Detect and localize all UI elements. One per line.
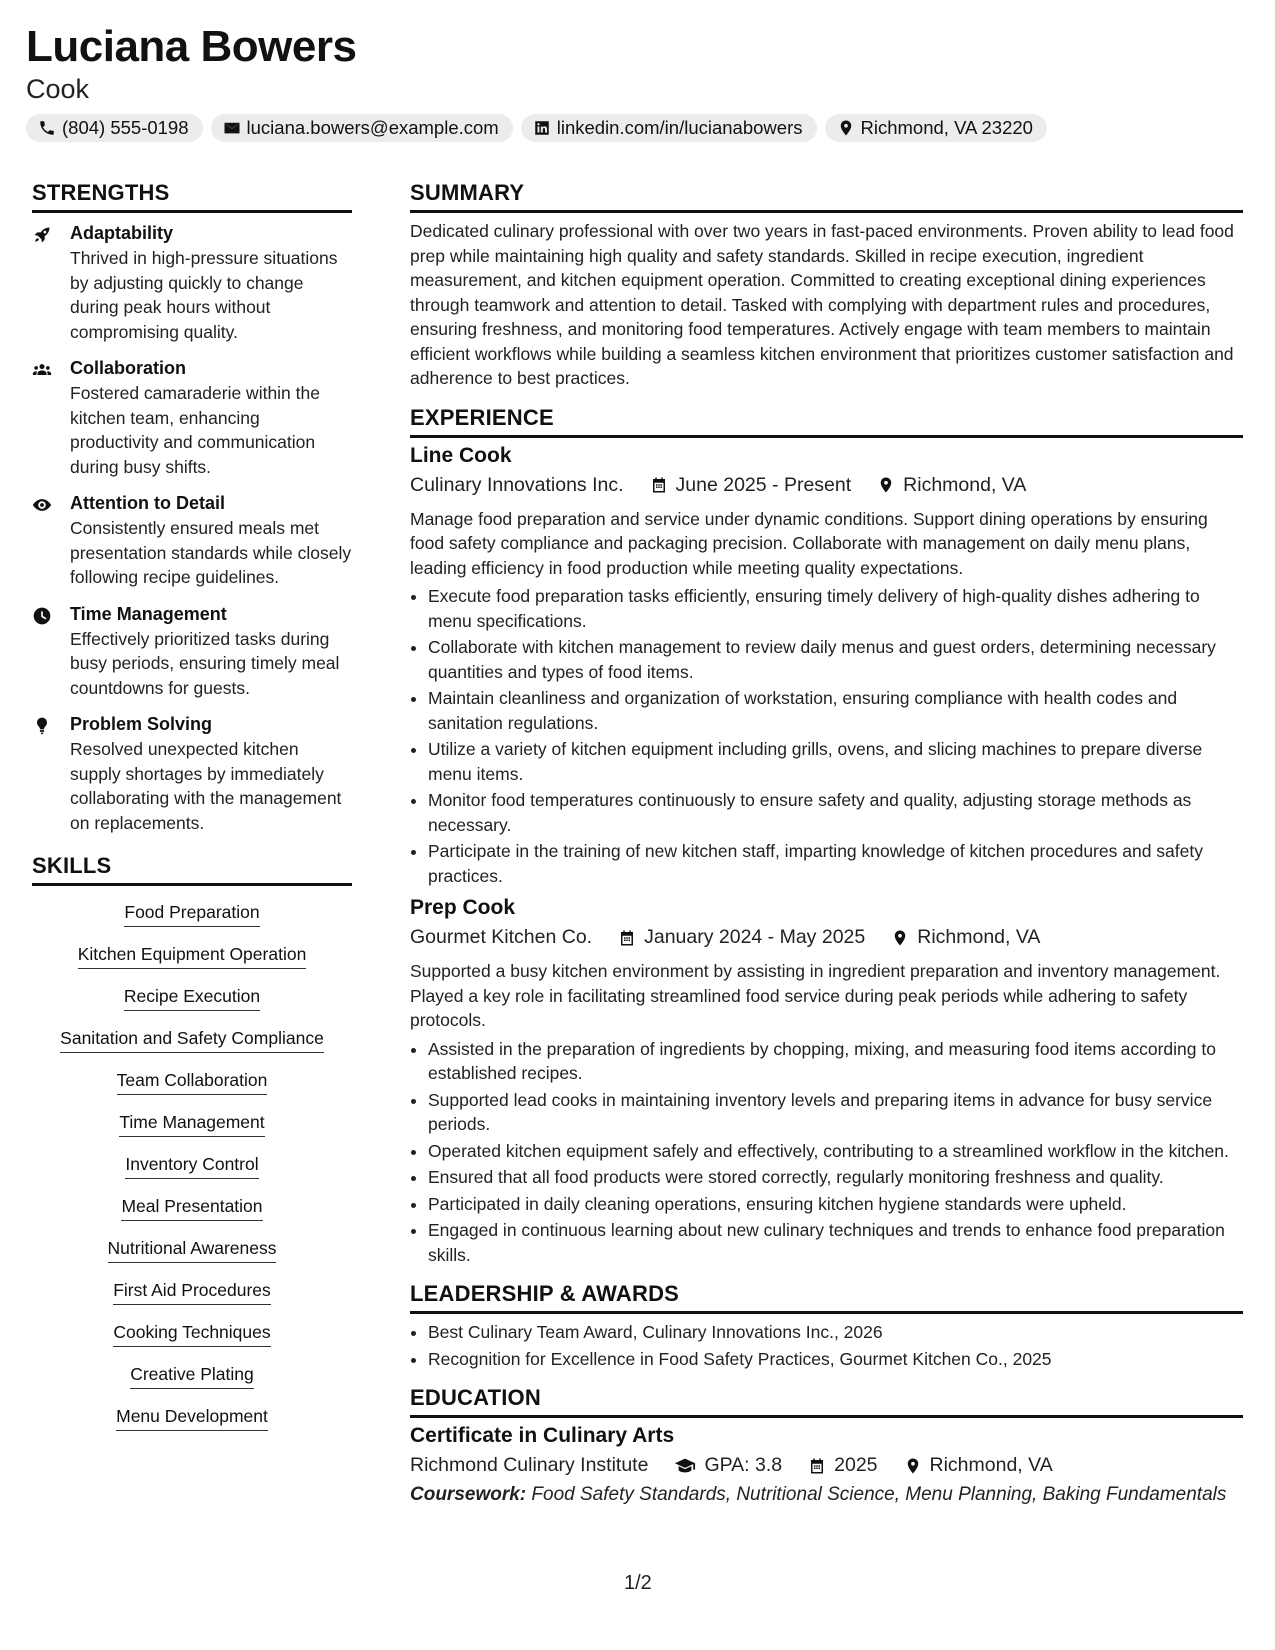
calendar-icon — [618, 929, 636, 947]
coursework-text: Food Safety Standards, Nutritional Science, Menu Planning, Baking Fundamentals — [531, 1484, 1227, 1505]
skill-list — [32, 902, 352, 1448]
clock-icon — [32, 606, 52, 626]
skill-tag: Meal Presentation — [121, 1196, 262, 1221]
job-location: Richmond, VA — [917, 926, 1041, 948]
skill-tag: Sanitation and Safety Compliance — [60, 1028, 324, 1053]
job-meta — [410, 474, 1243, 497]
skill-tag: First Aid Procedures — [113, 1280, 271, 1305]
strength-desc: Effectively prioritized tasks during busy periods, ensuring timely meal countdowns for guests. — [70, 628, 340, 698]
strength-item — [32, 714, 352, 835]
map-pin-icon — [837, 119, 855, 137]
job-dates: June 2025 - Present — [675, 473, 852, 496]
strength-title: Time Management — [70, 603, 227, 624]
job-location: Richmond, VA — [903, 473, 1027, 496]
skill-tag: Menu Development — [116, 1406, 268, 1431]
skill-tag: Food Preparation — [124, 902, 259, 927]
strength-title: Problem Solving — [70, 714, 213, 734]
strength-desc: Resolved unexpected kitchen supply shortages by immediately collaborating with the management on replacements. — [70, 739, 342, 833]
left-column — [32, 180, 352, 1448]
award-item: • Best Culinary Team Award, Culinary Innovations Inc., 2026 — [428, 1320, 1243, 1345]
skill-tag: Kitchen Equipment Operation — [78, 944, 307, 969]
strength-title: Adaptability — [70, 223, 174, 243]
education-heading: EDUCATION — [410, 1385, 1243, 1418]
skill-tag: Cooking Techniques — [113, 1322, 270, 1347]
coursework — [410, 1483, 1243, 1507]
job-entry — [410, 896, 1243, 1267]
strength-item — [32, 223, 352, 344]
gpa: GPA: 3.8 — [704, 1454, 783, 1476]
contact-linkedin[interactable] — [521, 114, 817, 142]
job-bullet: • Assisted in the preparation of ingredients by chopping, mixing, and measuring food items according to established recipes. — [428, 1037, 1243, 1086]
job-bullet: • Collaborate with kitchen management to review daily menus and guest orders, determining necessary quantities and types of food items. — [428, 635, 1243, 684]
right-column — [410, 180, 1243, 1521]
summary-section — [410, 180, 1243, 391]
contact-location-text: Richmond, VA 23220 — [860, 117, 1033, 138]
job-bullet: • Ensured that all food products were stored correctly, regularly monitoring freshness and quality. — [428, 1165, 1243, 1190]
strength-item — [32, 604, 352, 701]
coursework-label: Coursework: — [410, 1484, 527, 1505]
map-pin-icon — [877, 476, 895, 494]
job-bullet: • Monitor food temperatures continuously to ensure safety and quality, adjusting storage methods as necessary. — [428, 788, 1243, 837]
map-pin-icon — [891, 929, 909, 947]
calendar-icon — [808, 1457, 826, 1475]
strength-title: Collaboration — [70, 358, 186, 378]
strength-desc: Consistently ensured meals met presentation standards while closely following recipe guidelines. — [70, 518, 352, 587]
degree-title: Certificate in Culinary Arts — [410, 1424, 675, 1447]
experience-heading: EXPERIENCE — [410, 405, 1243, 438]
skills-heading: SKILLS — [32, 853, 352, 886]
award-item: • Recognition for Excellence in Food Safety Practices, Gourmet Kitchen Co., 2025 — [428, 1347, 1243, 1372]
job-company: Culinary Innovations Inc. — [410, 473, 624, 496]
graduation-cap-icon — [674, 1455, 696, 1477]
job-bullets — [410, 1037, 1243, 1268]
job-bullet: • Participate in the training of new kitchen staff, imparting knowledge of kitchen procedures and safety practices. — [428, 839, 1243, 888]
leadership-section — [410, 1281, 1243, 1371]
strength-title: Attention to Detail — [70, 493, 225, 513]
envelope-icon — [223, 119, 241, 137]
contact-linkedin-text: linkedin.com/in/lucianabowers — [556, 117, 803, 138]
eye-icon — [32, 495, 52, 515]
job-bullet: • Execute food preparation tasks efficiently, ensuring timely delivery of high-quality dishes adhering to menu specifications. — [428, 584, 1243, 633]
skill-tag: Team Collaboration — [117, 1070, 268, 1095]
job-title: Prep Cook — [410, 896, 516, 919]
job-bullet: • Utilize a variety of kitchen equipment including grills, ovens, and slicing machines to prepare diverse menu items. — [428, 737, 1243, 786]
contact-location[interactable] — [825, 114, 1047, 142]
job-description: Supported a busy kitchen environment by assisting in ingredient preparation and inventory management. Played a key role in facilitating streamlined food service during peak periods while adhering to safety protocols. — [410, 961, 1221, 1030]
job-description: Manage food preparation and service under dynamic conditions. Support dining operations by ensuring food safety compliance and packaging precision. Collaborate with management on daily menu plans, leading efficiency in food production while meeting quality expectations. — [410, 508, 1208, 578]
job-dates: January 2024 - May 2025 — [644, 926, 866, 948]
phone-icon — [38, 119, 56, 137]
job-bullets — [410, 584, 1243, 888]
contact-phone-text: (804) 555-0198 — [62, 117, 189, 138]
job-bullet: • Operated kitchen equipment safely and effectively, contributing to a streamlined workflow in the kitchen. — [428, 1139, 1243, 1164]
job-bullet: • Engaged in continuous learning about new culinary techniques and trends to enhance food preparation skills. — [428, 1218, 1243, 1267]
rocket-icon — [32, 225, 52, 245]
job-bullet: • Participated in daily cleaning operations, ensuring kitchen hygiene standards were upheld. — [428, 1192, 1243, 1217]
skill-tag: Recipe Execution — [124, 986, 260, 1011]
lightbulb-icon — [32, 716, 52, 736]
contact-bar — [26, 114, 1047, 142]
leadership-heading: LEADERSHIP & AWARDS — [410, 1281, 1243, 1314]
strength-desc: Fostered camaraderie within the kitchen team, enhancing productivity and communication during busy shifts. — [70, 383, 320, 477]
linkedin-icon — [533, 119, 551, 137]
candidate-name: Luciana Bowers — [26, 22, 357, 71]
experience-section — [410, 405, 1243, 1268]
contact-email-text: luciana.bowers@example.com — [246, 117, 499, 138]
summary-text: Dedicated culinary professional with over two years in fast-paced environments. Proven ability to lead food prep while maintaining high quality and safety standards. Skilled in recipe execution, ingredient measurement, and kitchen equipment operation. Committed to creating exceptional dining experiences through teamwork and attention to detail. Tasked with complying with department rules and procedures, ensuring freshness, and monitoring food temperatures. Actively engage with team members to maintain efficient workflows while building a seamless kitchen environment that prioritizes customer satisfaction and adherence to best practices. — [410, 221, 1234, 388]
education-section — [410, 1385, 1243, 1507]
page-number: 1/2 — [624, 1572, 652, 1594]
skill-tag: Nutritional Awareness — [108, 1238, 277, 1263]
contact-email[interactable] — [211, 114, 513, 142]
award-list — [410, 1320, 1243, 1371]
graduation-year: 2025 — [834, 1454, 878, 1476]
contact-phone[interactable] — [26, 114, 203, 142]
job-entry — [410, 444, 1243, 889]
users-icon — [32, 360, 52, 380]
school-location: Richmond, VA — [929, 1454, 1053, 1476]
summary-heading: SUMMARY — [410, 180, 1243, 213]
skill-tag: Creative Plating — [130, 1364, 254, 1389]
strength-item — [32, 493, 352, 590]
map-pin-icon — [904, 1457, 922, 1475]
job-title: Line Cook — [410, 443, 512, 467]
education-meta — [410, 1454, 1243, 1477]
strengths-heading: STRENGTHS — [32, 180, 352, 213]
job-bullet: • Supported lead cooks in maintaining inventory levels and preparing items in advance for busy service periods. — [428, 1088, 1243, 1137]
job-meta — [410, 926, 1243, 949]
skill-tag: Time Management — [119, 1112, 264, 1137]
job-bullet: • Maintain cleanliness and organization of workstation, ensuring compliance with health codes and sanitation regulations. — [428, 686, 1243, 735]
calendar-icon — [650, 476, 668, 494]
job-company: Gourmet Kitchen Co. — [410, 926, 593, 948]
strength-item — [32, 358, 352, 479]
skills-section — [32, 853, 352, 1448]
candidate-role: Cook — [26, 74, 90, 104]
school-name: Richmond Culinary Institute — [410, 1454, 649, 1476]
skill-tag: Inventory Control — [125, 1154, 258, 1179]
strength-desc: Thrived in high-pressure situations by adjusting quickly to change during peak hours without compromising quality. — [70, 248, 338, 342]
